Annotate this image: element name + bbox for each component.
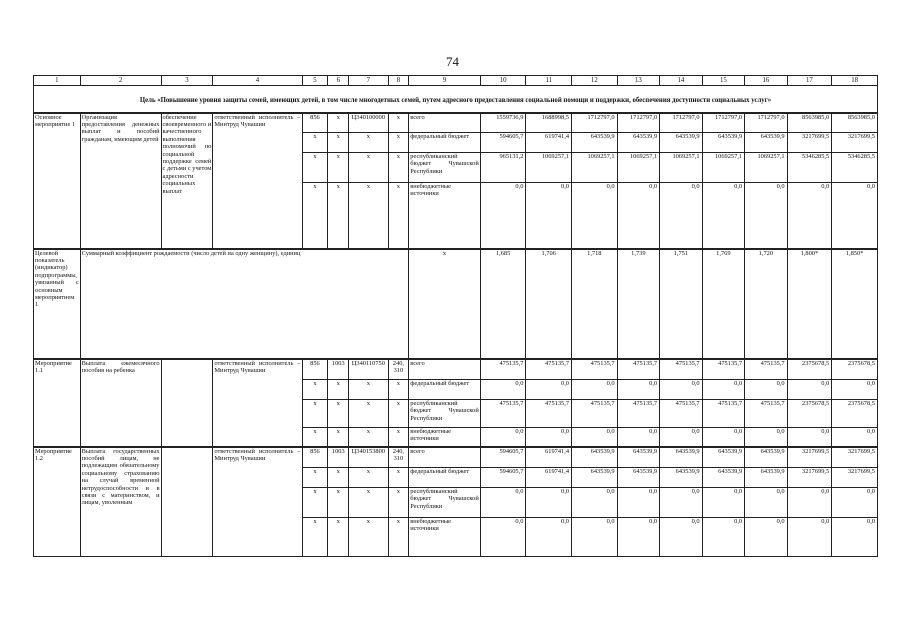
executor-cell: ответственный исполнитель – Минтруд Чувашии (213, 113, 302, 249)
amount-cell: 0,0 (617, 518, 660, 557)
expense-type-cell: х (388, 153, 409, 183)
column-number-cell: 11 (526, 76, 572, 86)
amount-cell: 475135,7 (572, 400, 618, 428)
amount-cell: 0,0 (832, 428, 878, 447)
target-article-cell: х (349, 518, 388, 557)
grbs-code-cell: 856 (302, 113, 328, 133)
amount-cell: 0,0 (572, 183, 618, 249)
amount-cell: 643539,9 (660, 133, 703, 153)
amount-cell: 0,0 (617, 380, 660, 400)
amount-cell: 3217699,5 (787, 133, 832, 153)
column-number-cell: 16 (745, 76, 788, 86)
grbs-code-cell: х (302, 153, 328, 183)
main-event-section (34, 113, 878, 249)
amount-cell: 594605,7 (480, 468, 526, 488)
amount-cell: 3217699,5 (832, 133, 878, 153)
column-number-cell: 15 (702, 76, 745, 86)
amount-cell: 0,0 (572, 518, 618, 557)
target-article-cell: Ц340153800 (349, 447, 388, 468)
indicator-value-cell: 1,800* (787, 249, 832, 359)
amount-cell: 1069257,1 (702, 153, 745, 183)
amount-cell: 0,0 (660, 518, 703, 557)
section-code-cell: х (328, 468, 349, 488)
event-1-2-section (34, 447, 878, 557)
section-code-cell: х (328, 518, 349, 557)
amount-cell: 8563985,0 (787, 113, 832, 133)
amount-cell: 643539,9 (617, 447, 660, 468)
amount-cell: 1559736,9 (480, 113, 526, 133)
event-name-cell: Выплата государственных пособий лицам, не подлежащим обязательному социальному страхованию на случай временной нетрудоспособности и в связи с материнством, и лицам, уволенным (80, 447, 161, 557)
amount-cell: 1712797,0 (702, 113, 745, 133)
amount-cell: 0,0 (480, 183, 526, 249)
grbs-code-cell: х (302, 468, 328, 488)
target-article-cell: х (349, 400, 388, 428)
amount-cell: 0,0 (702, 488, 745, 518)
expense-type-cell: х (388, 113, 409, 133)
event-purpose-cell: обеспечение своевременного и качественного выполнения полномочий по социальной поддержке семей с детьми с учетом адресности социальных выплат (161, 113, 213, 249)
target-article-cell: х (349, 380, 388, 400)
amount-cell: 1712797,0 (617, 113, 660, 133)
grbs-code-cell: 856 (302, 447, 328, 468)
indicator-value-cell: 1,751 (660, 249, 703, 359)
column-number-cell: 2 (80, 76, 161, 86)
expense-type-cell: х (388, 380, 409, 400)
amount-cell: 0,0 (832, 183, 878, 249)
amount-cell: 0,0 (832, 488, 878, 518)
amount-cell: 0,0 (617, 183, 660, 249)
amount-cell: 619741,4 (526, 133, 572, 153)
amount-cell: 0,0 (480, 380, 526, 400)
event-name-cell: Выплата ежемесячного пособия на ребенка (80, 359, 161, 447)
amount-cell: 475135,7 (617, 400, 660, 428)
table-row (34, 359, 878, 380)
amount-cell: 0,0 (526, 428, 572, 447)
column-number-row (34, 76, 878, 86)
funding-source-cell: внебюджетные источники (409, 428, 481, 447)
amount-cell: 0,0 (617, 488, 660, 518)
grbs-code-cell: х (302, 133, 328, 153)
amount-cell: 0,0 (572, 488, 618, 518)
funding-source-cell: республиканский бюджет Чувашской Республики (409, 400, 481, 428)
column-number-cell: 18 (832, 76, 878, 86)
amount-cell: 0,0 (702, 518, 745, 557)
target-article-cell: х (349, 488, 388, 518)
event-title-cell: Основное мероприятие 1 (34, 113, 81, 249)
expense-type-cell: 240, 310 (388, 447, 409, 468)
amount-cell: 643539,9 (617, 133, 660, 153)
amount-cell: 8563985,0 (832, 113, 878, 133)
amount-cell: 2375678,5 (832, 359, 878, 380)
indicator-value-cell: 1,850* (832, 249, 878, 359)
grbs-code-cell: х (302, 183, 328, 249)
amount-cell: 643539,9 (745, 133, 788, 153)
column-number-cell: 4 (213, 76, 302, 86)
grbs-code-cell: х (302, 380, 328, 400)
expense-type-cell: х (388, 133, 409, 153)
funding-source-cell: всего (409, 113, 481, 133)
amount-cell: 0,0 (745, 183, 788, 249)
indicator-text-cell: Суммарный коэффициент рождаемости (число детей на одну женщину), единиц (80, 249, 409, 359)
grbs-code-cell: 856 (302, 359, 328, 380)
amount-cell: 0,0 (787, 518, 832, 557)
amount-cell: 0,0 (480, 518, 526, 557)
target-article-cell: х (349, 133, 388, 153)
amount-cell: 1712797,0 (745, 113, 788, 133)
amount-cell: 0,0 (702, 183, 745, 249)
event-name-cell: Организация предоставления денежных выплат и пособий гражданам, имеющим детей (80, 113, 161, 249)
amount-cell: 2375678,5 (787, 359, 832, 380)
amount-cell: 0,0 (660, 183, 703, 249)
amount-cell: 0,0 (787, 428, 832, 447)
section-code-cell: х (328, 133, 349, 153)
page-number: 74 (446, 54, 459, 69)
amount-cell: 643539,9 (572, 133, 618, 153)
indicator-title-cell: Целевой показатель (индикатор) подпрограммы, увязанный с основным мероприятием 1 (34, 249, 81, 359)
funding-source-cell: республиканский бюджет Чувашской Республики (409, 488, 481, 518)
amount-cell: 1069257,1 (572, 153, 618, 183)
goal-row (34, 86, 878, 113)
target-article-cell: х (349, 153, 388, 183)
goal-text: Цель «Повышение уровня защиты семей, имеющих детей, в том числе многодетных семей, путем адресного предоставления социальной помощи и поддержки, обеспечения доступности социальных услуг» (34, 86, 878, 113)
event-title-cell: Мероприятие 1.2 (34, 447, 81, 557)
amount-cell: 0,0 (660, 380, 703, 400)
grbs-code-cell: х (302, 428, 328, 447)
program-table (33, 75, 878, 557)
amount-cell: 0,0 (702, 428, 745, 447)
column-number-cell: 12 (572, 76, 618, 86)
grbs-code-cell: х (302, 488, 328, 518)
event-purpose-cell (161, 447, 213, 557)
amount-cell: 475135,7 (702, 400, 745, 428)
amount-cell: 0,0 (745, 428, 788, 447)
amount-cell: 1712797,0 (572, 113, 618, 133)
column-number-cell: 17 (787, 76, 832, 86)
amount-cell: 2375678,5 (832, 400, 878, 428)
amount-cell: 0,0 (660, 428, 703, 447)
amount-cell: 1712797,0 (660, 113, 703, 133)
amount-cell: 594605,7 (480, 447, 526, 468)
indicator-section (34, 249, 878, 359)
amount-cell: 643539,9 (660, 468, 703, 488)
amount-cell: 0,0 (526, 518, 572, 557)
column-number-cell: 7 (349, 76, 388, 86)
expense-type-cell: х (388, 428, 409, 447)
amount-cell: 475135,7 (660, 359, 703, 380)
amount-cell: 0,0 (572, 380, 618, 400)
amount-cell: 0,0 (832, 380, 878, 400)
target-article-cell: х (349, 183, 388, 249)
indicator-value-cell: 1,739 (617, 249, 660, 359)
event-purpose-cell (161, 359, 213, 447)
section-code-cell: х (328, 183, 349, 249)
amount-cell: 5346285,5 (832, 153, 878, 183)
amount-cell: 1688998,5 (526, 113, 572, 133)
section-code-cell: 1003 (328, 359, 349, 380)
amount-cell: 0,0 (745, 518, 788, 557)
amount-cell: 3217699,5 (787, 468, 832, 488)
amount-cell: 1069257,1 (526, 153, 572, 183)
amount-cell: 475135,7 (745, 359, 788, 380)
section-code-cell: х (328, 380, 349, 400)
amount-cell: 643539,9 (702, 468, 745, 488)
indicator-value-cell: 1,685 (480, 249, 526, 359)
amount-cell: 0,0 (572, 428, 618, 447)
amount-cell: 643539,9 (745, 468, 788, 488)
expense-type-cell: х (388, 468, 409, 488)
section-code-cell: 1003 (328, 447, 349, 468)
amount-cell: 1069257,1 (660, 153, 703, 183)
section-code-cell: х (328, 153, 349, 183)
amount-cell: 594605,7 (480, 133, 526, 153)
indicator-row (34, 249, 878, 359)
target-article-cell: х (349, 428, 388, 447)
amount-cell: 0,0 (787, 380, 832, 400)
funding-source-cell: республиканский бюджет Чувашской Республики (409, 153, 481, 183)
funding-source-cell: всего (409, 447, 481, 468)
expense-type-cell: х (388, 488, 409, 518)
column-number-cell: 5 (302, 76, 328, 86)
amount-cell: 2375678,5 (787, 400, 832, 428)
amount-cell: 475135,7 (617, 359, 660, 380)
section-code-cell: х (328, 113, 349, 133)
indicator-value-cell: 1,769 (702, 249, 745, 359)
funding-source-cell: федеральный бюджет (409, 468, 481, 488)
amount-cell: 0,0 (480, 428, 526, 447)
event-title-cell: Мероприятие 1.1 (34, 359, 81, 447)
amount-cell: 965131,2 (480, 153, 526, 183)
amount-cell: 0,0 (617, 428, 660, 447)
amount-cell: 0,0 (702, 380, 745, 400)
target-article-cell: Ц340100000 (349, 113, 388, 133)
amount-cell: 0,0 (745, 488, 788, 518)
indicator-value-cell: 1,718 (572, 249, 618, 359)
amount-cell: 0,0 (480, 488, 526, 518)
amount-cell: 5346285,5 (787, 153, 832, 183)
amount-cell: 475135,7 (526, 359, 572, 380)
amount-cell: 0,0 (832, 518, 878, 557)
indicator-x-cell: х (409, 249, 481, 359)
table-row (34, 447, 878, 468)
amount-cell: 643539,9 (572, 468, 618, 488)
column-number-cell: 8 (388, 76, 409, 86)
section-code-cell: х (328, 400, 349, 428)
indicator-value-cell: 1,706 (526, 249, 572, 359)
column-number-cell: 6 (328, 76, 349, 86)
amount-cell: 475135,7 (702, 359, 745, 380)
column-number-cell: 14 (660, 76, 703, 86)
target-article-cell: Ц340110750 (349, 359, 388, 380)
grbs-code-cell: х (302, 518, 328, 557)
target-article-cell: х (349, 468, 388, 488)
amount-cell: 0,0 (526, 183, 572, 249)
amount-cell: 475135,7 (745, 400, 788, 428)
amount-cell: 475135,7 (660, 400, 703, 428)
amount-cell: 643539,9 (702, 133, 745, 153)
amount-cell: 1069257,1 (617, 153, 660, 183)
indicator-value-cell: 1,720 (745, 249, 788, 359)
column-number-cell: 10 (480, 76, 526, 86)
amount-cell: 0,0 (526, 488, 572, 518)
column-number-cell: 3 (161, 76, 213, 86)
amount-cell: 0,0 (660, 488, 703, 518)
funding-source-cell: внебюджетные источники (409, 183, 481, 249)
amount-cell: 643539,9 (702, 447, 745, 468)
table-row (34, 113, 878, 133)
amount-cell: 3217699,5 (787, 447, 832, 468)
amount-cell: 1069257,1 (745, 153, 788, 183)
column-number-cell: 1 (34, 76, 81, 86)
funding-source-cell: федеральный бюджет (409, 380, 481, 400)
amount-cell: 3217699,5 (832, 468, 878, 488)
amount-cell: 643539,9 (617, 468, 660, 488)
amount-cell: 0,0 (526, 380, 572, 400)
expense-type-cell: х (388, 518, 409, 557)
expense-type-cell: х (388, 400, 409, 428)
amount-cell: 3217699,5 (832, 447, 878, 468)
amount-cell: 0,0 (787, 488, 832, 518)
funding-source-cell: всего (409, 359, 481, 380)
amount-cell: 0,0 (745, 380, 788, 400)
section-code-cell: х (328, 428, 349, 447)
expense-type-cell: х (388, 183, 409, 249)
amount-cell: 619741,4 (526, 447, 572, 468)
amount-cell: 643539,9 (660, 447, 703, 468)
amount-cell: 475135,7 (572, 359, 618, 380)
section-code-cell: х (328, 488, 349, 518)
column-number-cell: 13 (617, 76, 660, 86)
executor-cell: ответственный исполнитель – Минтруд Чувашии (213, 359, 302, 447)
funding-source-cell: внебюджетные источники (409, 518, 481, 557)
amount-cell: 475135,7 (480, 359, 526, 380)
amount-cell: 0,0 (787, 183, 832, 249)
grbs-code-cell: х (302, 400, 328, 428)
funding-source-cell: федеральный бюджет (409, 133, 481, 153)
amount-cell: 643539,9 (745, 447, 788, 468)
amount-cell: 619741,4 (526, 468, 572, 488)
amount-cell: 475135,7 (480, 400, 526, 428)
column-number-cell: 9 (409, 76, 481, 86)
executor-cell: ответственный исполнитель – Минтруд Чувашии (213, 447, 302, 557)
event-1-1-section (34, 359, 878, 447)
expense-type-cell: 240, 310 (388, 359, 409, 380)
amount-cell: 475135,7 (526, 400, 572, 428)
amount-cell: 643539,9 (572, 447, 618, 468)
